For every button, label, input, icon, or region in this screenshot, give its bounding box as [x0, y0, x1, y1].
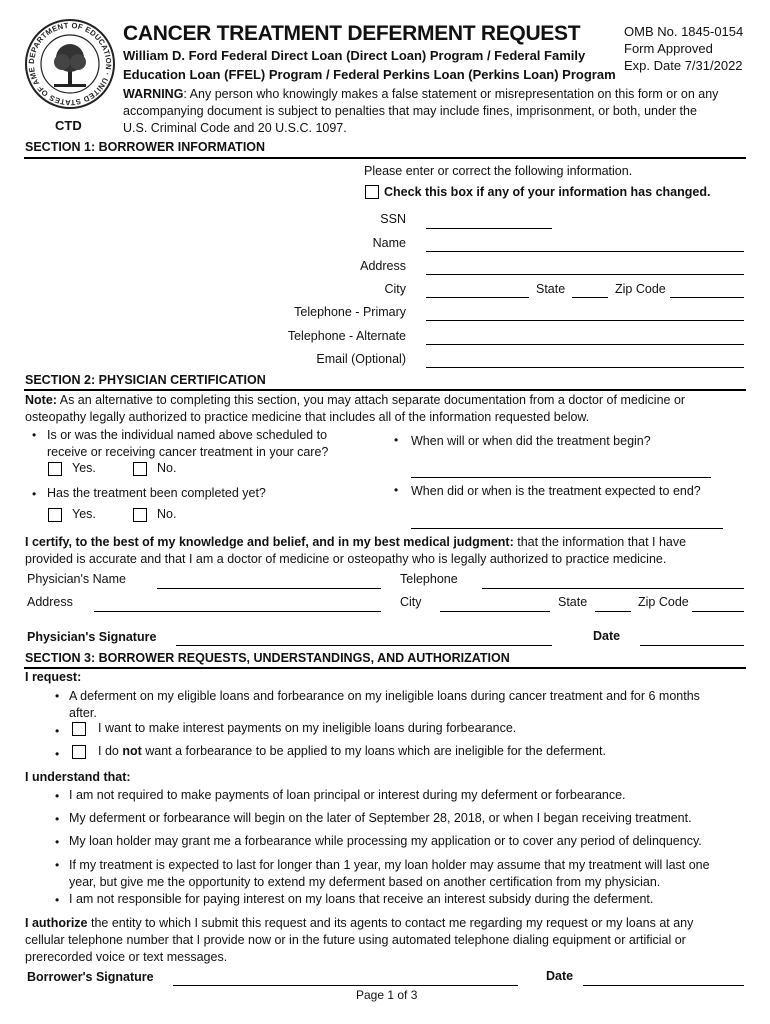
treatment-end-field[interactable]: [411, 528, 723, 529]
physician-name-label: Physician's Name: [27, 572, 126, 586]
telephone-alternate-label: Telephone - Alternate: [287, 329, 406, 343]
state-label: State: [536, 282, 566, 296]
city-label: City: [384, 282, 406, 296]
scheduled-yes-label: Yes.: [72, 461, 96, 475]
info-changed-label: Check this box if any of your information has changed.: [384, 185, 711, 199]
physician-address-field[interactable]: [94, 611, 381, 612]
physician-address-label: Address: [27, 595, 73, 609]
borrower-signature-field[interactable]: [173, 985, 518, 986]
info-changed-checkbox[interactable]: [365, 185, 379, 199]
warning-text: WARNING: Any person who knowingly makes a false statement or misrepresentation on this form or on any accompanying document is subject to penalties that may include fines, imprisonment, or both, under the U.S. Criminal Code and 20 U.S.C. 1097.: [123, 87, 719, 135]
section-3-rule: [24, 667, 746, 669]
bullet: •: [394, 483, 399, 497]
treatment-begin-field[interactable]: [411, 477, 711, 478]
physician-date-label: Date: [593, 629, 621, 643]
borrower-signature-label: Borrower's Signature: [27, 970, 154, 984]
bullet: •: [55, 835, 60, 849]
city-field[interactable]: [426, 297, 529, 298]
bullet: •: [394, 433, 399, 447]
bullet: •: [55, 893, 60, 907]
scheduled-yes-checkbox[interactable]: [48, 462, 62, 476]
completed-yes-checkbox[interactable]: [48, 508, 62, 522]
address-label: Address: [360, 259, 406, 273]
physician-certification-statement: I certify, to the best of my knowledge and belief, and in my best medical judgment: that the information that I have provided is accurate and that I am a doctor of medicine or osteopathy who is legally authorized to practice medicine.: [25, 535, 687, 566]
understand-item-2: My deferment or forbearance will begin on the later of September 28, 2018, or when I began receiving treatment.: [69, 811, 692, 825]
warning-label: WARNING: [123, 87, 184, 101]
question-treatment-completed: Has the treatment been completed yet?: [47, 486, 266, 500]
email-field[interactable]: [426, 367, 744, 368]
bullet: •: [55, 789, 60, 803]
physician-telephone-field[interactable]: [482, 588, 744, 589]
physician-city-field[interactable]: [440, 611, 550, 612]
bullet: •: [32, 428, 37, 442]
physician-signature-field[interactable]: [176, 645, 552, 646]
physician-date-field[interactable]: [640, 645, 744, 646]
question-scheduled-treatment: Is or was the individual named above scheduled to receive or receiving cancer treatment in your care?: [47, 428, 329, 459]
completed-no-checkbox[interactable]: [133, 508, 147, 522]
bullet: •: [55, 689, 60, 703]
section-1-rule: [24, 157, 746, 159]
understand-item-3: My loan holder may grant me a forbearance while processing my application or to cover any period of delinquency.: [69, 834, 702, 848]
bullet: •: [55, 858, 60, 872]
page-number: Page 1 of 3: [356, 988, 418, 1002]
interest-payments-label: I want to make interest payments on my ineligible loans during forbearance.: [98, 721, 517, 735]
section-2-heading: SECTION 2: PHYSICIAN CERTIFICATION: [25, 373, 266, 387]
understand-item-4: If my treatment is expected to last for longer than 1 year, my loan holder may assume that my treatment will last one year, but give me the opportunity to extend my deferment based on another certification from my physician.: [69, 858, 710, 889]
question-treatment-begin: When will or when did the treatment begin?: [411, 434, 651, 448]
program-line-2: Education Loan (FFEL) Program / Federal Perkins Loan (Perkins Loan) Program: [123, 67, 616, 82]
bullet: •: [55, 724, 60, 738]
section-1-heading: SECTION 1: BORROWER INFORMATION: [25, 140, 266, 154]
name-field[interactable]: [426, 251, 744, 252]
borrower-date-field[interactable]: [583, 985, 744, 986]
interest-payments-checkbox[interactable]: [72, 722, 86, 736]
bullet: •: [55, 747, 60, 761]
understand-item-1: I am not required to make payments of loan principal or interest during my deferment or forbearance.: [69, 788, 626, 802]
physician-zip-field[interactable]: [692, 611, 744, 612]
section-2-rule: [24, 389, 746, 391]
physician-state-field[interactable]: [595, 611, 631, 612]
physician-signature-label: Physician's Signature: [27, 630, 157, 644]
name-label: Name: [372, 236, 406, 250]
request-deferment: A deferment on my eligible loans and forbearance on my ineligible loans during cancer treatment and for 6 months after.: [69, 689, 700, 720]
scheduled-no-checkbox[interactable]: [133, 462, 147, 476]
ssn-field[interactable]: [426, 228, 552, 229]
physician-state-label: State: [558, 595, 588, 609]
section-1-intro: Please enter or correct the following information.: [364, 164, 633, 178]
authorization-statement: I authorize the entity to which I submit this request and its agents to contact me regarding my request or my loans at any cellular telephone number that I provide now or in the future using automated telephone dialing equipment or artificial or prerecorded voice or text messages.: [25, 916, 694, 964]
completed-yes-label: Yes.: [72, 507, 96, 521]
no-forbearance-checkbox[interactable]: [72, 745, 86, 759]
program-line-1: William D. Ford Federal Direct Loan (Direct Loan) Program / Federal Family: [123, 48, 586, 63]
understand-item-5: I am not responsible for paying interest on my loans that receive an interest subsidy during the deferment.: [69, 892, 654, 906]
bullet: •: [32, 487, 37, 501]
form-title: CANCER TREATMENT DEFERMENT REQUEST: [123, 22, 581, 45]
telephone-alternate-field[interactable]: [426, 344, 744, 345]
seal-text: DEPARTMENT OF EDUCATION · UNITED STATES OF AME: [26, 20, 114, 108]
physician-name-field[interactable]: [157, 588, 381, 589]
no-forbearance-label: I do not want a forbearance to be applied to my loans which are ineligible for the deferment.: [98, 744, 606, 758]
email-label: Email (Optional): [316, 352, 406, 366]
expiration-date: Exp. Date 7/31/2022: [624, 58, 743, 73]
department-of-education-seal: [24, 18, 116, 110]
zip-label: Zip Code: [615, 282, 666, 296]
ssn-label: SSN: [380, 212, 406, 226]
physician-telephone-label: Telephone: [400, 572, 458, 586]
section-2-note: Note: As an alternative to completing this section, you may attach separate documentation from a doctor of medicine or osteopathy legally authorized to practice medicine that includes all of the information requested below.: [25, 393, 686, 424]
physician-zip-label: Zip Code: [638, 595, 689, 609]
section-3-heading: SECTION 3: BORROWER REQUESTS, UNDERSTANDINGS, AND AUTHORIZATION: [25, 651, 510, 665]
physician-city-label: City: [400, 595, 422, 609]
telephone-primary-label: Telephone - Primary: [294, 305, 406, 319]
completed-no-label: No.: [157, 507, 177, 521]
form-approved: Form Approved: [624, 41, 713, 56]
borrower-date-label: Date: [546, 969, 574, 983]
zip-field[interactable]: [670, 297, 744, 298]
omb-number: OMB No. 1845-0154: [624, 24, 744, 39]
form-code: CTD: [55, 118, 82, 133]
state-field[interactable]: [572, 297, 608, 298]
address-field[interactable]: [426, 274, 744, 275]
question-treatment-end: When did or when is the treatment expected to end?: [411, 484, 701, 498]
request-label: I request:: [25, 670, 82, 684]
bullet: •: [55, 812, 60, 826]
telephone-primary-field[interactable]: [426, 320, 744, 321]
scheduled-no-label: No.: [157, 461, 177, 475]
understand-label: I understand that:: [25, 770, 131, 784]
